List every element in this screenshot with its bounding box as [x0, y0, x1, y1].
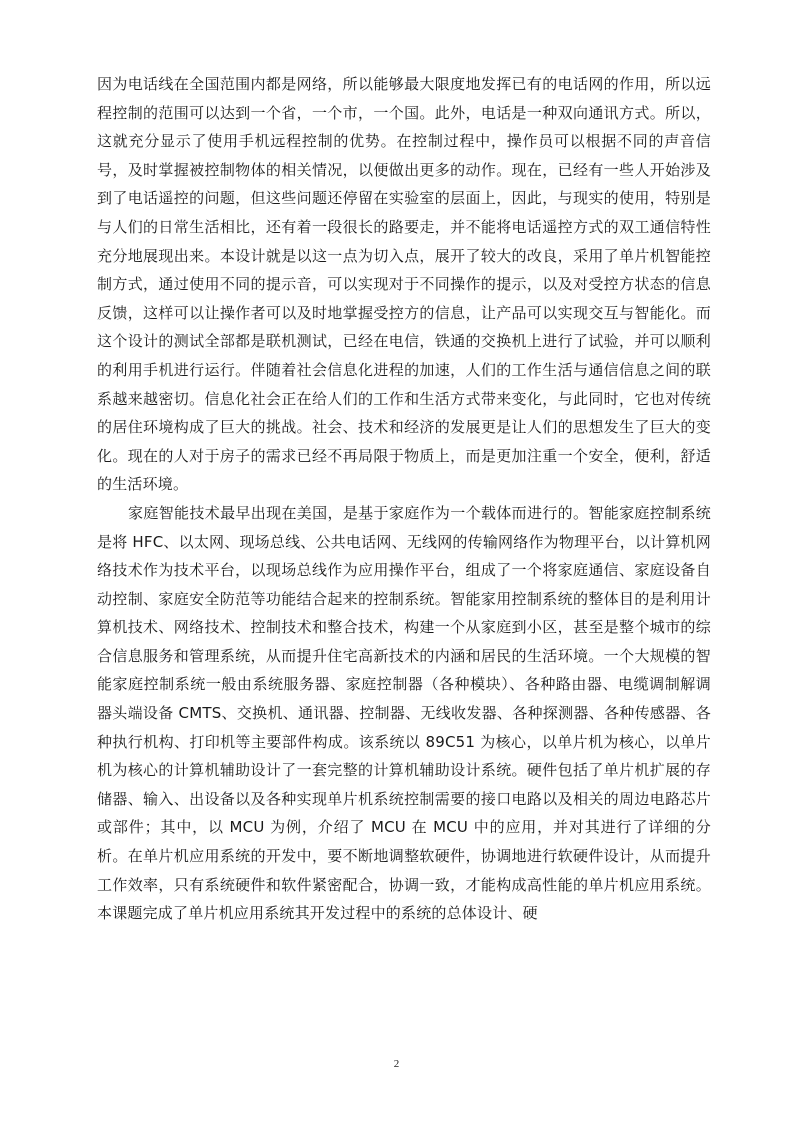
body-text — [97, 70, 711, 928]
paragraph-continued: 因为电话线在全国范围内都是网络，所以能够最大限度地发挥已有的电话网的作用，所以远程控制的范围可以达到一个省，一个市，一个国。此外，电话是一种双向通讯方式。所以，这就充分显示了使用手机远程控制的优势。在控制过程中，操作员可以根据不同的声音信号，及时掌握被控制物体的相关情况，以便做出更多的动作。现在，已经有一些人开始涉及到了电话遥控的问题，但这些问题还停留在实验室的层面上，因此，与现实的使用，特别是与人们的日常生活相比，还有着一段很长的路要走，并不能将电话遥控方式的双工通信特性充分地展现出来。本设计就是以这一点为切入点，展开了较大的改良，采用了单片机智能控制方式，通过使用不同的提示音，可以实现对于不同操作的提示，以及对受控方状态的信息反馈，这样可以让操作者可以及时地掌握受控方的信息，让产品可以实现交互与智能化。而这个设计的测试全部都是联机测试，已经在电信，铁通的交换机上进行了试验，并可以顺利的利用手机进行运行。伴随着社会信息化进程的加速，人们的工作生活与通信信息之间的联系越来越密切。信息化社会正在给人们的工作和生活方式带来变化，与此同时，它也对传统的居住环境构成了巨大的挑战。社会、技术和经济的发展更是让人们的思想发生了巨大的变化。现在的人对于房子的需求已经不再局限于物质上，而是更加注重一个安全，便利，舒适的生活环境。 — [97, 75, 711, 494]
page-number: 2 — [393, 1058, 400, 1070]
paragraph-smart-home: 家庭智能技术最早出现在美国，是基于家庭作为一个载体而进行的。智能家庭控制系统是将 HFC、以太网、现场总线、公共电话网、无线网的传输网络作为物理平台，以计算机网络技术作为技术平台，以现场总线作为应用操作平台，组成了一个将家庭通信、家庭设备自动控制、家庭安全防范等功能结合起来的控制系统。智能家用控制系统的整体目的是利用计算机技术、网络技术、控制技术和整合技术，构建一个从家庭到小区，甚至是整个城市的综合信息服务和管理系统，从而提升住宅高新技术的内涵和居民的生活环境。一个大规模的智能家庭控制系统一般由系统服务器、家庭控制器（各种模块）、各种路由器、电缆调制解调器头端设备 CMTS、交换机、通讯器、控制器、无线收发器、各种探测器、各种传感器、各种执行机构、打印机等主要部件构成。该系统以 89C51 为核心，以单片机为核心，以单片机为核心的计算机辅助设计了一套完整的计算机辅助设计系统。硬件包括了单片机扩展的存储器、输入、出设备以及各种实现单片机系统控制需要的接口电路以及相关的周边电路芯片或部件；其中，以 MCU 为例，介绍了 MCU 在 MCU 中的应用，并对其进行了详细的分析。在单片机应用系统的开发中，要不断地调整软硬件，协调地进行软硬件设计，从而提升工作效率，只有系统硬件和软件紧密配合，协调一致，才能构成高性能的单片机应用系统。本课题完成了单片机应用系统其开发过程中的系统的总体设计、硬 — [97, 503, 711, 923]
